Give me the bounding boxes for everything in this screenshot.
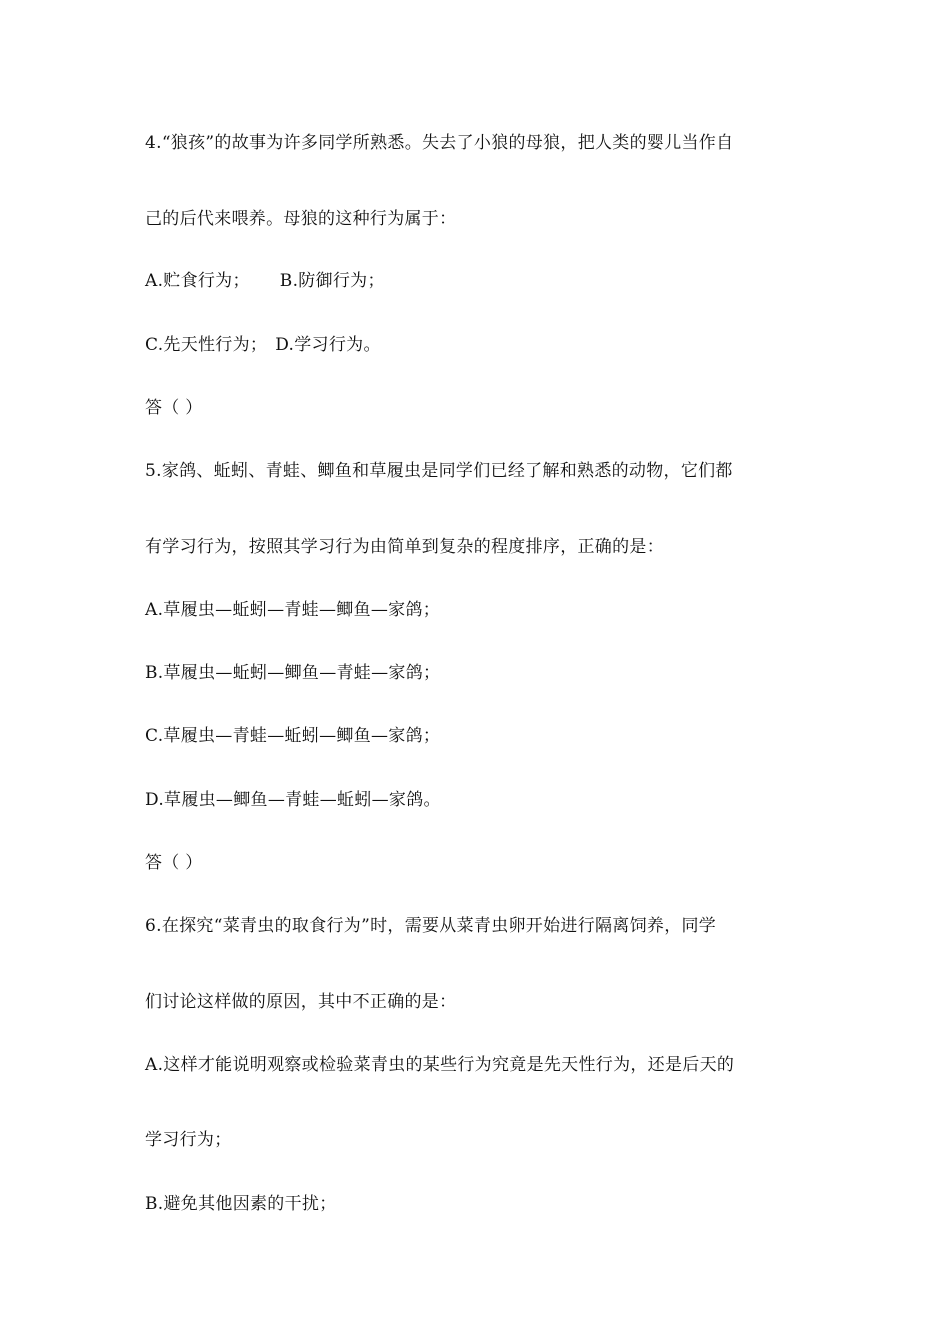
q6-option-a-line-2: 学习行为； [145,1130,232,1150]
q4-option-a: A.贮食行为； [145,271,250,291]
q6-stem-line-2: 们讨论这样做的原因，其中不正确的是： [145,992,457,1012]
q4-stem-line-2: 己的后代来喂养。母狼的这种行为属于： [145,209,457,229]
q5-option-c: C.草履虫—青蛙—蚯蚓—鲫鱼—家鸽； [145,726,441,746]
q5-stem-line-2: 有学习行为，按照其学习行为由简单到复杂的程度排序，正确的是： [145,537,664,557]
q4-answer: 答（ ） [145,398,203,418]
q5-answer: 答（ ） [145,853,203,873]
q6-stem-line-1: 6.在探究“菜青虫的取食行为”时，需要从菜青虫卵开始进行隔离饲养，同学 [145,916,717,936]
q5-option-b: B.草履虫—蚯蚓—鲫鱼—青蛙—家鸽； [145,663,441,683]
q4-option-d: D.学习行为。 [275,335,381,355]
q4-option-b: B.防御行为； [279,271,385,291]
q5-option-a: A.草履虫—蚯蚓—青蛙—鲫鱼—家鸽； [145,600,441,620]
q4-options-row-2 [145,334,381,356]
q4-options-row-1 [145,270,385,292]
q6-option-b: B.避免其他因素的干扰； [145,1194,337,1214]
q4-stem-line-1: 4.“狼孩”的故事为许多同学所熟悉。失去了小狼的母狼，把人类的婴儿当作自 [145,133,734,153]
q5-stem-line-1: 5.家鸽、蚯蚓、青蛙、鲫鱼和草履虫是同学们已经了解和熟悉的动物，它们都 [145,461,733,481]
q4-option-c: C.先天性行为； [145,335,268,355]
q5-option-d: D.草履虫—鲫鱼—青蛙—蚯蚓—家鸽。 [145,790,441,810]
q6-option-a-line-1: A.这样才能说明观察或检验菜青虫的某些行为究竟是先天性行为，还是后天的 [145,1055,735,1075]
